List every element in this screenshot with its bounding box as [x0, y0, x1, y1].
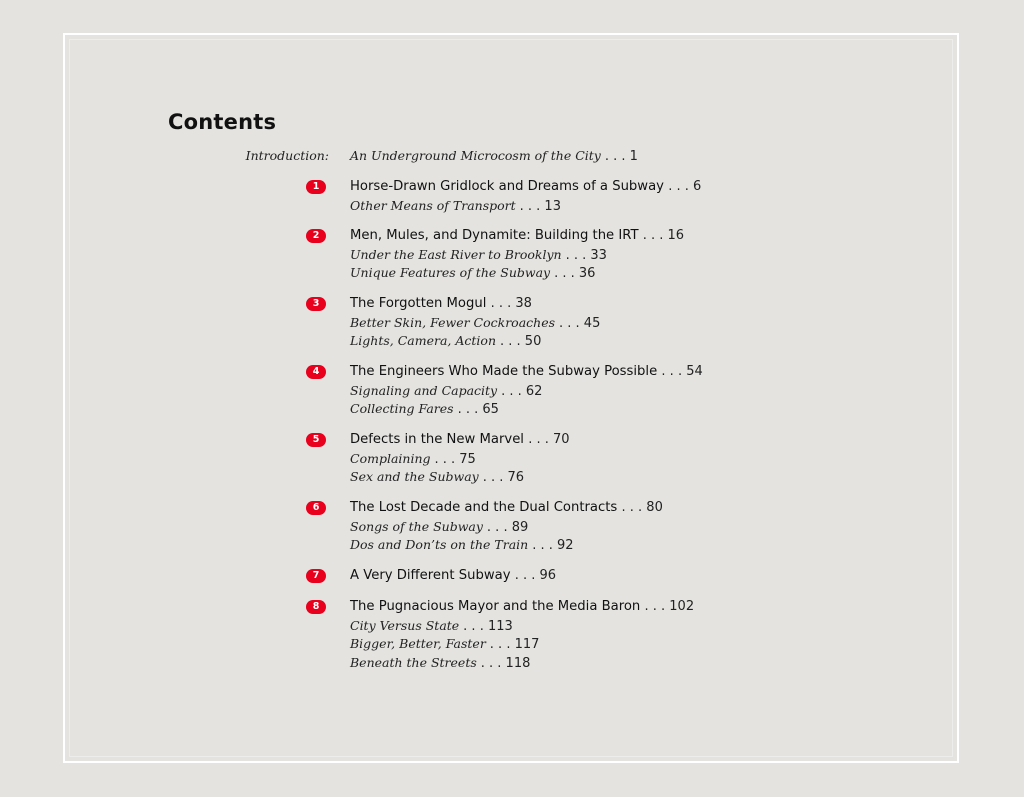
chapter-title: The Engineers Who Made the Subway Possible — [350, 364, 658, 379]
subsection-page: . . . 89 — [486, 520, 529, 535]
chapter-title: A Very Different Subway — [350, 568, 511, 583]
chapter-entry[interactable] — [350, 364, 703, 379]
subsection-entry[interactable] — [350, 636, 539, 652]
chapter-page: . . . 96 — [514, 568, 557, 583]
chapter-page: . . . 6 — [668, 179, 702, 194]
introduction-entry[interactable] — [350, 148, 638, 164]
subsection-title: Songs of the Subway — [350, 519, 483, 534]
chapter-page: . . . 80 — [621, 500, 663, 515]
subsection-entry[interactable] — [350, 383, 542, 399]
subsection-page: . . . 33 — [565, 248, 607, 263]
subsection-entry[interactable] — [350, 198, 561, 214]
subsection-entry[interactable] — [350, 537, 574, 553]
subsection-entry[interactable] — [350, 469, 524, 485]
chapter-number-badge: 2 — [306, 229, 326, 243]
chapter-number-badge: 7 — [306, 569, 326, 583]
subsection-page: . . . 36 — [554, 266, 596, 281]
subsection-title: Better Skin, Fewer Cockroaches — [350, 315, 556, 330]
chapter-title: Men, Mules, and Dynamite: Building the IRT — [350, 228, 639, 243]
chapter-page: . . . 16 — [642, 228, 685, 243]
subsection-title: Dos and Don’ts on the Train — [350, 537, 529, 552]
subsection-title: Sex and the Subway — [350, 469, 479, 484]
subsection-page: . . . 50 — [500, 334, 542, 349]
subsection-title: Collecting Fares — [350, 401, 454, 416]
chapter-number-badge: 5 — [306, 433, 326, 447]
introduction-label: Introduction: — [245, 148, 329, 163]
chapter-number-badge: 4 — [306, 365, 326, 379]
subsection-page: . . . 62 — [501, 384, 543, 399]
introduction-page: . . . 1 — [604, 149, 638, 164]
chapter-number-badge: 1 — [306, 180, 326, 194]
subsection-entry[interactable] — [350, 655, 530, 671]
introduction-title: An Underground Microcosm of the City — [350, 148, 601, 163]
chapter-title: Defects in the New Marvel — [350, 432, 524, 447]
subsection-page: . . . 13 — [519, 199, 561, 214]
chapter-title: The Pugnacious Mayor and the Media Baron — [350, 599, 641, 614]
chapter-entry[interactable] — [350, 228, 684, 243]
subsection-page: . . . 45 — [559, 316, 601, 331]
chapter-entry[interactable] — [350, 500, 663, 515]
chapter-number-badge: 8 — [306, 600, 326, 614]
chapter-title: Horse-Drawn Gridlock and Dreams of a Subway — [350, 179, 664, 194]
subsection-page: . . . 118 — [480, 656, 531, 671]
subsection-page: . . . 75 — [434, 452, 476, 467]
subsection-page: . . . 113 — [463, 619, 513, 634]
subsection-page: . . . 76 — [482, 470, 525, 485]
subsection-entry[interactable] — [350, 618, 513, 634]
subsection-page: . . . 65 — [457, 402, 499, 417]
chapter-title: The Lost Decade and the Dual Contracts — [350, 500, 618, 515]
subsection-title: Signaling and Capacity — [350, 383, 498, 398]
subsection-title: Complaining — [350, 451, 431, 466]
contents-heading: Contents — [168, 110, 277, 134]
chapter-entry[interactable] — [350, 432, 570, 447]
subsection-entry[interactable] — [350, 333, 541, 349]
subsection-title: Unique Features of the Subway — [350, 265, 551, 280]
chapter-entry[interactable] — [350, 179, 701, 194]
chapter-page: . . . 54 — [661, 364, 703, 379]
subsection-title: Lights, Camera, Action — [350, 333, 497, 348]
chapter-page: . . . 102 — [644, 599, 695, 614]
subsection-title: City Versus State — [350, 618, 460, 633]
subsection-title: Bigger, Better, Faster — [350, 636, 486, 651]
chapter-page: . . . 38 — [490, 296, 532, 311]
chapter-page: . . . 70 — [528, 432, 570, 447]
chapter-entry[interactable] — [350, 296, 532, 311]
subsection-entry[interactable] — [350, 265, 595, 281]
subsection-entry[interactable] — [350, 451, 476, 467]
subsection-page: . . . 92 — [532, 538, 574, 553]
subsection-title: Other Means of Transport — [350, 198, 516, 213]
chapter-number-badge: 3 — [306, 297, 326, 311]
subsection-page: . . . 117 — [489, 637, 540, 652]
subsection-entry[interactable] — [350, 315, 600, 331]
subsection-entry[interactable] — [350, 247, 607, 263]
subsection-title: Beneath the Streets — [350, 655, 477, 670]
chapter-number-badge: 6 — [306, 501, 326, 515]
subsection-title: Under the East River to Brooklyn — [350, 247, 562, 262]
subsection-entry[interactable] — [350, 401, 499, 417]
chapter-entry[interactable] — [350, 568, 556, 583]
chapter-title: The Forgotten Mogul — [350, 296, 487, 311]
chapter-entry[interactable] — [350, 599, 694, 614]
subsection-entry[interactable] — [350, 519, 528, 535]
